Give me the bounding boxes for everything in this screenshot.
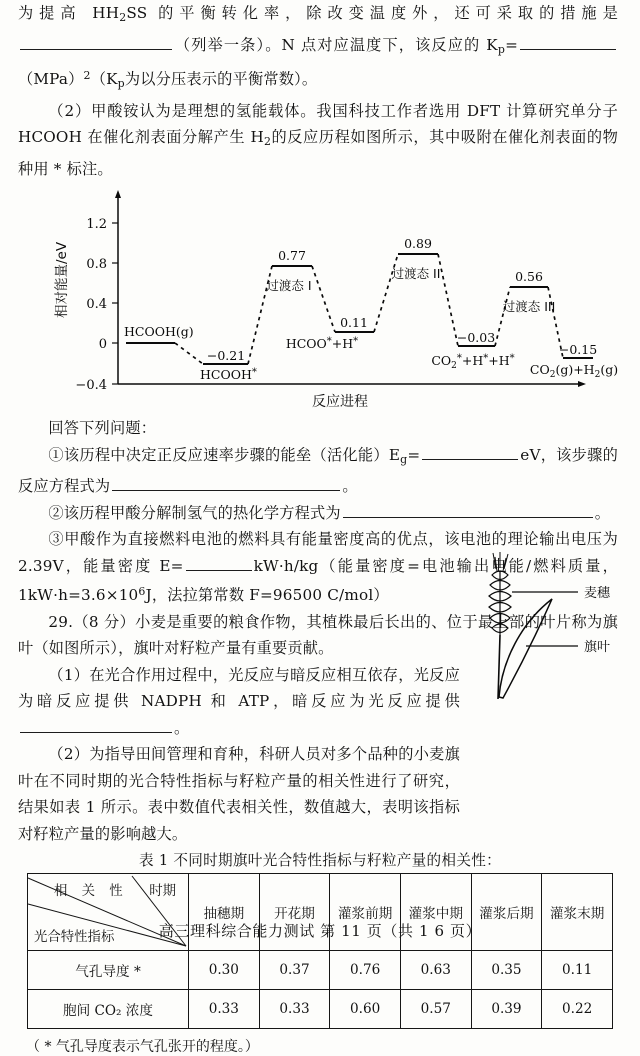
- x-axis-title: 反应进程: [312, 394, 368, 411]
- table-row: [28, 951, 613, 990]
- value-label-co2-2h: −0.03: [456, 330, 496, 346]
- table-col-header: 灌浆末期: [542, 874, 613, 951]
- page-footer: 高三理科综合能力测试 第 11 页（共 1 6 页）: [158, 922, 482, 940]
- answer-blank[interactable]: [343, 502, 593, 518]
- table-cell: 0.39: [471, 990, 542, 1029]
- answer-blank[interactable]: [520, 34, 616, 50]
- value-label-products: −0.15: [558, 342, 598, 358]
- q3-text-a: ③甲酸作为直接燃料电池的燃料具有能量密度高的优点，该电池的理论输出电压为 2.39V，能量密度 E=: [18, 530, 618, 575]
- table-cell: 0.11: [542, 951, 613, 990]
- y-axis-title: 相对能量/eV: [54, 242, 70, 319]
- p1-text-d: =: [505, 35, 518, 54]
- table-col-header: 灌浆后期: [471, 874, 542, 951]
- table-row-label: 胞间 CO₂ 浓度: [28, 990, 189, 1029]
- table-cell: 0.57: [400, 990, 471, 1029]
- q3-superscript: 6: [138, 585, 146, 599]
- table-cell: 0.60: [330, 990, 401, 1029]
- wheat-diagram-svg: [466, 551, 634, 701]
- species-label-ts2: 过渡态 II: [391, 266, 441, 282]
- p1-text-a: 为提高 H: [18, 4, 106, 22]
- table-cell: 0.37: [259, 951, 330, 990]
- p1-text-f: （K: [90, 70, 118, 89]
- species-label-hcoo-h: HCOO*+H*: [285, 336, 359, 352]
- value-label-ts3: 0.56: [515, 269, 543, 285]
- table-cell: 0.35: [471, 951, 542, 990]
- species-label-products: $CO_2(g)+H_2(g)$: [529, 362, 619, 381]
- wheat-figure: [466, 551, 634, 701]
- table-col-header: 灌浆前期: [330, 874, 401, 951]
- q1-subscript: g: [400, 452, 408, 466]
- species-label-hcooh-g: HCOOH(g): [124, 324, 194, 340]
- answer-blank[interactable]: [20, 717, 172, 733]
- species-label-co2-2h: $CO_2^*+H^*+H^*$: [431, 353, 515, 372]
- paragraph-h2s: 为提高 $HH_2SS$ 的平衡转化率，除改变温度外，还可采取的措施是（列举一条）。N 点对应温度下，该反应的 $K_p=(MPa)^2(K_p$为以分压表示的平衡常数）。: [18, 4, 618, 91]
- p1-text-e: （MPa）: [18, 70, 84, 89]
- correlation-table: [27, 873, 613, 1029]
- answer-blank[interactable]: [20, 34, 172, 50]
- q1-text-b: =: [407, 445, 421, 464]
- paragraph-hcooh-intro: （2）甲酸铵认为是理想的氢能载体。我国科技工作者选用 DFT 计算研究单分子 HCOOH 在催化剂表面分解产生 $H_2$的反应历程如图所示，其中吸附在催化剂表面的物种用 * 标注。: [18, 101, 619, 178]
- answer-blank[interactable]: [186, 555, 252, 571]
- q2-text-a: ②该历程甲酸分解制氢气的热化学方程式为: [48, 503, 341, 522]
- answer-blank[interactable]: [422, 444, 518, 460]
- p2-text: （2）甲酸铵认为是理想的氢能载体。我国科技工作者选用 DFT 计算研究单分子 HCOOH 在催化剂表面分解产生 H: [18, 101, 618, 147]
- table-cell: 0.76: [330, 951, 401, 990]
- table-footnote: （ * 气孔导度表示气孔张开的程度。）: [26, 1039, 259, 1056]
- y-tick-4: 0: [98, 337, 107, 353]
- q3-text-c: J，法拉第常数 F=96500 C/mol）: [145, 586, 389, 605]
- y-tick-2: 0.8: [86, 257, 107, 273]
- q29-text: 29.（8 分）小麦是重要的粮食作物，其植株最后长出的、位于最上部的叶片称为旗叶（如图所示），旗叶对籽粒产量有重要贡献。: [18, 612, 618, 658]
- table-cell: 0.22: [542, 990, 613, 1029]
- species-label-hcooh-ads: HCOOH*: [200, 367, 257, 383]
- energy-profile-chart: [40, 188, 619, 413]
- table-col-header: 抽穗期: [189, 874, 260, 951]
- value-label-hcooh-ads: −0.21: [206, 348, 246, 364]
- table-row: [28, 990, 613, 1029]
- energy-diagram-svg: [40, 188, 619, 413]
- table-cell: 0.30: [189, 951, 260, 990]
- corner-label-index: 光合特性指标: [34, 930, 115, 946]
- label-flag-leaf: 旗叶: [584, 640, 611, 655]
- value-label-ts1: 0.77: [278, 248, 306, 264]
- q3-text-b: kW·h/kg（能量密度=电池输出电能/燃料质量，1kW·h=3.6×10: [18, 556, 618, 605]
- corner-label-relativity: 相 关 性: [54, 884, 128, 900]
- value-label-ts2: 0.89: [404, 236, 432, 252]
- table-col-header: 开花期: [259, 874, 330, 951]
- corner-label-period: 时期: [149, 884, 176, 900]
- y-tick-3: 0.4: [86, 297, 107, 313]
- q2-text-b: 。: [594, 503, 611, 522]
- p1-text-b: S 的平衡转化率，除改变温度外，还可采取的措施是: [136, 4, 618, 22]
- p1-text-c: （列举一条）。N 点对应温度下，该反应的 K: [174, 35, 498, 54]
- table-col-header: 灌浆中期: [400, 874, 471, 951]
- q-head-text: 回答下列问题：: [48, 419, 157, 438]
- question-29-2: [0, 741, 640, 847]
- q29-1-text-b: 。: [174, 718, 190, 737]
- p1-text-g: 为以分压表示的平衡常数）。: [124, 70, 318, 89]
- question-1: [0, 442, 640, 500]
- q29-2-text: （2）为指导田间管理和育种，科研人员对多个品种的小麦旗叶在不同时期的光合特性指标与籽粒产量的相关性进行了研究，结果如表 1 所示。表中数值代表相关性，数值越大，表明该指标对籽粒产量的影响越大。: [18, 745, 460, 843]
- q1-text-a: ①该历程中决定正反应速率步骤的能垒（活化能）E: [48, 445, 401, 464]
- table-cell: 0.33: [189, 990, 260, 1029]
- table-cell: 0.63: [400, 951, 471, 990]
- y-tick-1: 1.2: [86, 217, 107, 233]
- h2s-formula: $H_2S$: [105, 4, 137, 25]
- table-caption: 表 1 不同时期旗叶光合特性指标与籽粒产量的相关性：: [138, 852, 502, 870]
- question-2: [0, 500, 640, 527]
- label-wheat-ear: 麦穗: [584, 586, 611, 601]
- questions-heading: [0, 415, 640, 442]
- table-row-label: 气孔导度 *: [28, 951, 189, 990]
- answer-blank[interactable]: [112, 475, 340, 491]
- q1-text-d: 。: [342, 477, 358, 496]
- value-label-hcoo-h: 0.11: [340, 315, 368, 331]
- species-label-ts3: 过渡态 III: [502, 299, 556, 315]
- species-label-ts1: 过渡态 I: [266, 278, 312, 294]
- p2-text-tail: 的反应历程如图所示，其中吸附在催化剂表面的物种用 * 标注。: [18, 128, 619, 178]
- y-tick-5: −0.4: [75, 378, 107, 394]
- q1-text-c: eV，该步骤的反应方程式为: [18, 445, 618, 496]
- table-cell: 0.33: [259, 990, 330, 1029]
- q29-1-text: （1）在光合作用过程中，光反应与暗反应相互依存，光反应为暗反应提供 NADPH 和 ATP，暗反应为光反应提供: [18, 665, 460, 711]
